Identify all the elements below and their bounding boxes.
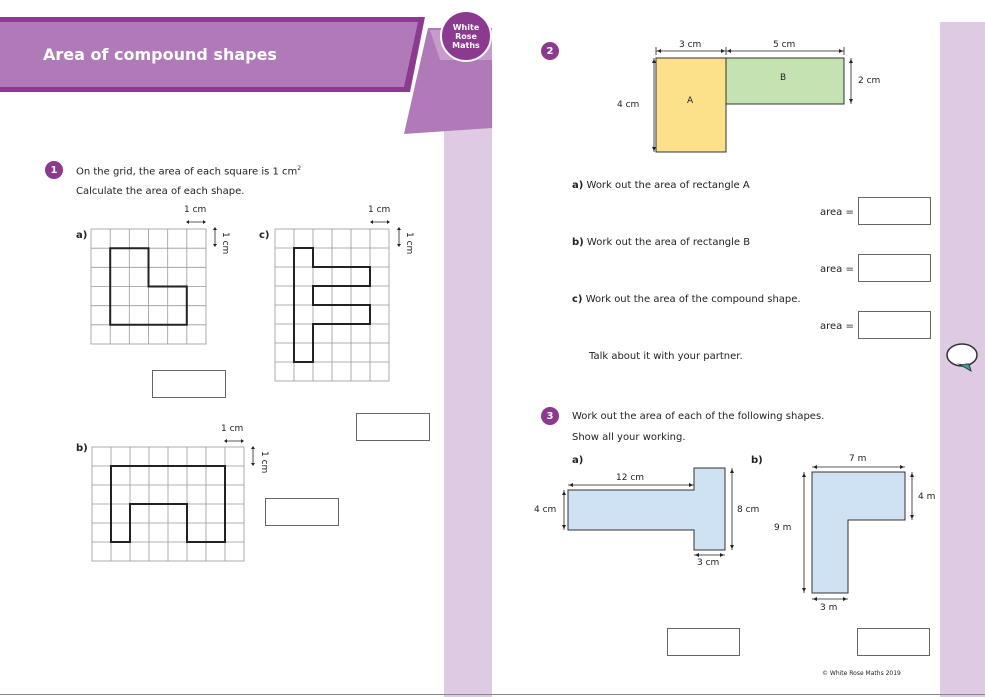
q2-dim-top-a: 3 cm [679, 40, 702, 50]
q1b-label: b) [76, 443, 88, 454]
q2c-area-label: area = [820, 321, 854, 332]
q3b-dim-bottom: 3 m [820, 603, 838, 613]
q2-diagram [640, 40, 880, 160]
q3a-dim-right: 8 cm [737, 505, 760, 515]
white-rose-maths-logo [440, 10, 492, 62]
logo-word-maths: Maths [452, 40, 480, 50]
logo-word-white: White [452, 22, 480, 32]
q1-instruction-2: Calculate the area of each shape. [76, 186, 245, 197]
q3b-dim-top: 7 m [849, 454, 867, 464]
q3a-label: a) [572, 455, 584, 466]
q2b-answer-box[interactable] [858, 254, 931, 282]
rect-a-label: A [687, 96, 694, 106]
q2-dim-right: 2 cm [858, 76, 881, 86]
q2c-question [572, 294, 801, 305]
q3b-diagram [795, 460, 935, 610]
shape-3b [812, 472, 905, 593]
q1a-answer-box[interactable] [152, 370, 226, 398]
grid-b-scale [224, 437, 264, 477]
q3b-dim-right: 4 m [918, 492, 936, 502]
q2-talk-prompt: Talk about it with your partner. [589, 351, 743, 362]
copyright: © White Rose Maths 2019 [822, 670, 901, 677]
q2b-area-label: area = [820, 264, 854, 275]
page-title: Area of compound shapes [43, 45, 277, 64]
question-2-number: 2 [541, 42, 559, 60]
q1a-label: a) [76, 230, 88, 241]
q3a-dim-bottom: 3 cm [697, 558, 720, 568]
q2a-text: Work out the area of rectangle A [586, 180, 750, 191]
q2b-question [572, 237, 750, 248]
q3a-dim-left: 4 cm [534, 505, 557, 515]
rect-b-label: B [780, 73, 787, 83]
question-3-number: 3 [541, 407, 559, 425]
q2b-label: b) [572, 237, 584, 248]
q2a-label: a) [572, 180, 584, 191]
q2a-answer-box[interactable] [858, 197, 931, 225]
q3b-answer-box[interactable] [857, 628, 930, 656]
q2c-answer-box[interactable] [858, 311, 931, 339]
q1-instruction [76, 165, 301, 177]
q3-instruction-2: Show all your working. [572, 432, 686, 443]
q3a-dim-top: 12 cm [616, 473, 645, 483]
q1c-answer-box[interactable] [356, 413, 430, 441]
q3a-diagram [560, 460, 760, 580]
grid-b-unit-v: 1 cm [259, 451, 269, 474]
bottom-border [0, 694, 985, 695]
q1c-label: c) [259, 230, 270, 241]
grid-a-unit-h: 1 cm [184, 205, 207, 215]
q2c-text: Work out the area of the compound shape. [585, 294, 801, 305]
grid-a-unit-v: 1 cm [220, 232, 230, 255]
q1-instruction-sup: 2 [297, 165, 302, 172]
q1b-answer-box[interactable] [265, 498, 339, 526]
q2c-label: c) [572, 294, 583, 305]
question-1-number: 1 [45, 161, 63, 179]
grid-b-unit-h: 1 cm [221, 424, 244, 434]
grid-c-unit-v: 1 cm [404, 232, 414, 255]
grid-c-unit-h: 1 cm [368, 205, 391, 215]
q2-dim-left: 4 cm [617, 100, 640, 110]
q3b-label: b) [751, 455, 763, 466]
left-side-panel [444, 100, 492, 697]
q3a-answer-box[interactable] [667, 628, 740, 656]
q1-instruction-text: On the grid, the area of each square is 1 cm [76, 166, 298, 178]
q2b-text: Work out the area of rectangle B [586, 237, 751, 248]
q3b-dim-left: 9 m [774, 523, 792, 533]
shape-3a [568, 468, 725, 550]
q3-instruction: Work out the area of each of the following shapes. [572, 411, 825, 422]
q2a-area-label: area = [820, 207, 854, 218]
logo-word-rose: Rose [455, 31, 477, 41]
q2a-question [572, 180, 750, 191]
q2-dim-top-b: 5 cm [773, 40, 796, 50]
speech-bubble-icon [945, 342, 979, 372]
